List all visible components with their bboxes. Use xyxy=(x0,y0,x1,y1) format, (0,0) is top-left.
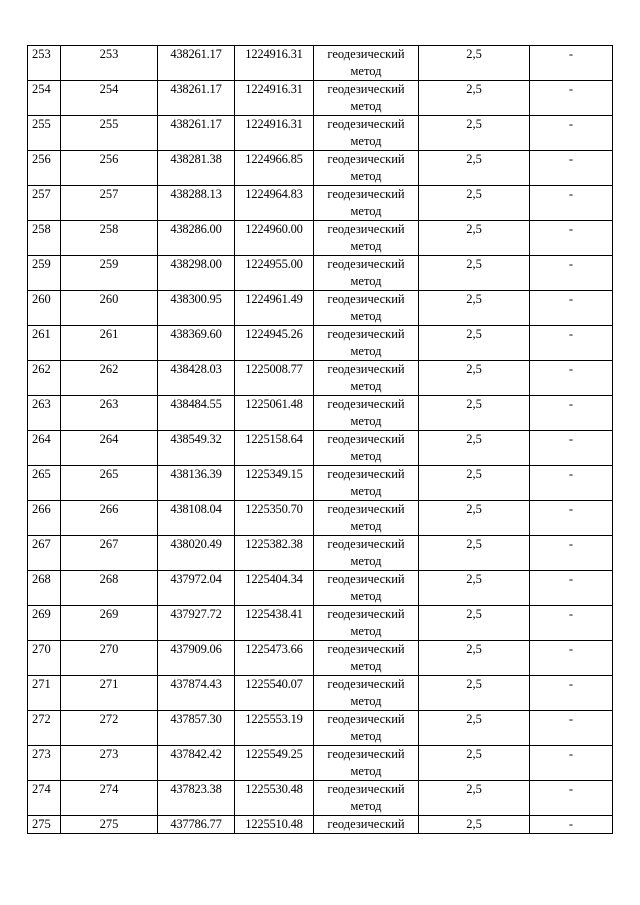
method-cell: геодезический метод xyxy=(314,711,419,746)
y-coordinate-cell: 1225438.41 xyxy=(235,606,314,641)
point-number-cell: 255 xyxy=(61,116,158,151)
y-coordinate-cell: 1225382.38 xyxy=(235,536,314,571)
note-cell: - xyxy=(530,431,613,466)
table-row xyxy=(28,81,613,116)
note-cell: - xyxy=(530,641,613,676)
method-cell: геодезический метод xyxy=(314,536,419,571)
accuracy-cell: 2,5 xyxy=(419,711,530,746)
table-row xyxy=(28,256,613,291)
row-number-cell: 265 xyxy=(28,466,61,501)
accuracy-cell: 2,5 xyxy=(419,571,530,606)
accuracy-cell: 2,5 xyxy=(419,116,530,151)
y-coordinate-cell: 1225473.66 xyxy=(235,641,314,676)
method-cell: геодезический xyxy=(314,816,419,834)
accuracy-cell: 2,5 xyxy=(419,431,530,466)
table-row xyxy=(28,221,613,256)
point-number-cell: 262 xyxy=(61,361,158,396)
row-number-cell: 273 xyxy=(28,746,61,781)
row-number-cell: 257 xyxy=(28,186,61,221)
row-number-cell: 262 xyxy=(28,361,61,396)
method-cell: геодезический метод xyxy=(314,256,419,291)
point-number-cell: 268 xyxy=(61,571,158,606)
note-cell: - xyxy=(530,781,613,816)
x-coordinate-cell: 437857.30 xyxy=(158,711,235,746)
note-cell: - xyxy=(530,186,613,221)
accuracy-cell: 2,5 xyxy=(419,676,530,711)
y-coordinate-cell: 1224960.00 xyxy=(235,221,314,256)
point-number-cell: 272 xyxy=(61,711,158,746)
point-number-cell: 270 xyxy=(61,641,158,676)
row-number-cell: 271 xyxy=(28,676,61,711)
note-cell: - xyxy=(530,151,613,186)
accuracy-cell: 2,5 xyxy=(419,641,530,676)
note-cell: - xyxy=(530,46,613,81)
table-row xyxy=(28,746,613,781)
accuracy-cell: 2,5 xyxy=(419,46,530,81)
note-cell: - xyxy=(530,116,613,151)
point-number-cell: 264 xyxy=(61,431,158,466)
accuracy-cell: 2,5 xyxy=(419,221,530,256)
row-number-cell: 264 xyxy=(28,431,61,466)
accuracy-cell: 2,5 xyxy=(419,746,530,781)
method-cell: геодезический метод xyxy=(314,221,419,256)
y-coordinate-cell: 1224916.31 xyxy=(235,46,314,81)
accuracy-cell: 2,5 xyxy=(419,151,530,186)
x-coordinate-cell: 438286.00 xyxy=(158,221,235,256)
y-coordinate-cell: 1225510.48 xyxy=(235,816,314,834)
x-coordinate-cell: 437823.38 xyxy=(158,781,235,816)
method-cell: геодезический метод xyxy=(314,746,419,781)
x-coordinate-cell: 438261.17 xyxy=(158,81,235,116)
row-number-cell: 254 xyxy=(28,81,61,116)
method-cell: геодезический метод xyxy=(314,151,419,186)
note-cell: - xyxy=(530,361,613,396)
y-coordinate-cell: 1224955.00 xyxy=(235,256,314,291)
row-number-cell: 258 xyxy=(28,221,61,256)
accuracy-cell: 2,5 xyxy=(419,501,530,536)
method-cell: геодезический метод xyxy=(314,291,419,326)
coordinates-table xyxy=(27,45,613,834)
table-row xyxy=(28,536,613,571)
table-row xyxy=(28,606,613,641)
point-number-cell: 273 xyxy=(61,746,158,781)
table-row xyxy=(28,641,613,676)
point-number-cell: 258 xyxy=(61,221,158,256)
note-cell: - xyxy=(530,291,613,326)
y-coordinate-cell: 1224961.49 xyxy=(235,291,314,326)
note-cell: - xyxy=(530,606,613,641)
row-number-cell: 269 xyxy=(28,606,61,641)
table-row xyxy=(28,816,613,834)
x-coordinate-cell: 438288.13 xyxy=(158,186,235,221)
y-coordinate-cell: 1224916.31 xyxy=(235,116,314,151)
method-cell: геодезический метод xyxy=(314,396,419,431)
method-cell: геодезический метод xyxy=(314,361,419,396)
x-coordinate-cell: 438428.03 xyxy=(158,361,235,396)
accuracy-cell: 2,5 xyxy=(419,466,530,501)
accuracy-cell: 2,5 xyxy=(419,291,530,326)
point-number-cell: 266 xyxy=(61,501,158,536)
point-number-cell: 253 xyxy=(61,46,158,81)
accuracy-cell: 2,5 xyxy=(419,816,530,834)
y-coordinate-cell: 1225404.34 xyxy=(235,571,314,606)
point-number-cell: 257 xyxy=(61,186,158,221)
row-number-cell: 255 xyxy=(28,116,61,151)
row-number-cell: 270 xyxy=(28,641,61,676)
table-row xyxy=(28,116,613,151)
method-cell: геодезический метод xyxy=(314,431,419,466)
table-row xyxy=(28,186,613,221)
y-coordinate-cell: 1224964.83 xyxy=(235,186,314,221)
row-number-cell: 267 xyxy=(28,536,61,571)
x-coordinate-cell: 438136.39 xyxy=(158,466,235,501)
accuracy-cell: 2,5 xyxy=(419,81,530,116)
x-coordinate-cell: 438108.04 xyxy=(158,501,235,536)
point-number-cell: 259 xyxy=(61,256,158,291)
table-row xyxy=(28,501,613,536)
note-cell: - xyxy=(530,256,613,291)
method-cell: геодезический метод xyxy=(314,571,419,606)
table-row xyxy=(28,466,613,501)
y-coordinate-cell: 1225349.15 xyxy=(235,466,314,501)
y-coordinate-cell: 1225061.48 xyxy=(235,396,314,431)
method-cell: геодезический метод xyxy=(314,641,419,676)
row-number-cell: 260 xyxy=(28,291,61,326)
point-number-cell: 265 xyxy=(61,466,158,501)
method-cell: геодезический метод xyxy=(314,186,419,221)
note-cell: - xyxy=(530,466,613,501)
point-number-cell: 271 xyxy=(61,676,158,711)
note-cell: - xyxy=(530,396,613,431)
method-cell: геодезический метод xyxy=(314,116,419,151)
row-number-cell: 272 xyxy=(28,711,61,746)
row-number-cell: 268 xyxy=(28,571,61,606)
y-coordinate-cell: 1225158.64 xyxy=(235,431,314,466)
x-coordinate-cell: 438261.17 xyxy=(158,46,235,81)
table-row xyxy=(28,361,613,396)
table-row xyxy=(28,291,613,326)
accuracy-cell: 2,5 xyxy=(419,186,530,221)
point-number-cell: 261 xyxy=(61,326,158,361)
accuracy-cell: 2,5 xyxy=(419,396,530,431)
point-number-cell: 267 xyxy=(61,536,158,571)
method-cell: геодезический метод xyxy=(314,501,419,536)
accuracy-cell: 2,5 xyxy=(419,781,530,816)
table-row xyxy=(28,396,613,431)
x-coordinate-cell: 438020.49 xyxy=(158,536,235,571)
x-coordinate-cell: 437927.72 xyxy=(158,606,235,641)
point-number-cell: 263 xyxy=(61,396,158,431)
row-number-cell: 256 xyxy=(28,151,61,186)
method-cell: геодезический метод xyxy=(314,781,419,816)
accuracy-cell: 2,5 xyxy=(419,606,530,641)
accuracy-cell: 2,5 xyxy=(419,536,530,571)
y-coordinate-cell: 1225530.48 xyxy=(235,781,314,816)
note-cell: - xyxy=(530,221,613,256)
point-number-cell: 274 xyxy=(61,781,158,816)
row-number-cell: 266 xyxy=(28,501,61,536)
note-cell: - xyxy=(530,536,613,571)
table-row xyxy=(28,711,613,746)
point-number-cell: 260 xyxy=(61,291,158,326)
point-number-cell: 275 xyxy=(61,816,158,834)
row-number-cell: 261 xyxy=(28,326,61,361)
row-number-cell: 274 xyxy=(28,781,61,816)
x-coordinate-cell: 438298.00 xyxy=(158,256,235,291)
row-number-cell: 275 xyxy=(28,816,61,834)
table-row xyxy=(28,781,613,816)
y-coordinate-cell: 1225553.19 xyxy=(235,711,314,746)
y-coordinate-cell: 1224916.31 xyxy=(235,81,314,116)
y-coordinate-cell: 1224945.26 xyxy=(235,326,314,361)
method-cell: геодезический метод xyxy=(314,81,419,116)
note-cell: - xyxy=(530,746,613,781)
table-row xyxy=(28,571,613,606)
x-coordinate-cell: 438261.17 xyxy=(158,116,235,151)
note-cell: - xyxy=(530,326,613,361)
point-number-cell: 269 xyxy=(61,606,158,641)
method-cell: геодезический метод xyxy=(314,46,419,81)
table-row xyxy=(28,151,613,186)
note-cell: - xyxy=(530,676,613,711)
method-cell: геодезический метод xyxy=(314,326,419,361)
note-cell: - xyxy=(530,816,613,834)
y-coordinate-cell: 1224966.85 xyxy=(235,151,314,186)
point-number-cell: 256 xyxy=(61,151,158,186)
note-cell: - xyxy=(530,711,613,746)
y-coordinate-cell: 1225008.77 xyxy=(235,361,314,396)
table-row xyxy=(28,676,613,711)
x-coordinate-cell: 438549.32 xyxy=(158,431,235,466)
method-cell: геодезический метод xyxy=(314,676,419,711)
x-coordinate-cell: 438281.38 xyxy=(158,151,235,186)
y-coordinate-cell: 1225350.70 xyxy=(235,501,314,536)
accuracy-cell: 2,5 xyxy=(419,361,530,396)
note-cell: - xyxy=(530,81,613,116)
row-number-cell: 259 xyxy=(28,256,61,291)
row-number-cell: 263 xyxy=(28,396,61,431)
x-coordinate-cell: 438369.60 xyxy=(158,326,235,361)
table-row xyxy=(28,431,613,466)
note-cell: - xyxy=(530,571,613,606)
x-coordinate-cell: 437972.04 xyxy=(158,571,235,606)
table-row xyxy=(28,46,613,81)
note-cell: - xyxy=(530,501,613,536)
x-coordinate-cell: 438300.95 xyxy=(158,291,235,326)
x-coordinate-cell: 437786.77 xyxy=(158,816,235,834)
x-coordinate-cell: 437842.42 xyxy=(158,746,235,781)
row-number-cell: 253 xyxy=(28,46,61,81)
x-coordinate-cell: 437874.43 xyxy=(158,676,235,711)
table-row xyxy=(28,326,613,361)
table-body xyxy=(28,46,613,834)
accuracy-cell: 2,5 xyxy=(419,256,530,291)
point-number-cell: 254 xyxy=(61,81,158,116)
method-cell: геодезический метод xyxy=(314,466,419,501)
x-coordinate-cell: 438484.55 xyxy=(158,396,235,431)
accuracy-cell: 2,5 xyxy=(419,326,530,361)
method-cell: геодезический метод xyxy=(314,606,419,641)
y-coordinate-cell: 1225549.25 xyxy=(235,746,314,781)
x-coordinate-cell: 437909.06 xyxy=(158,641,235,676)
y-coordinate-cell: 1225540.07 xyxy=(235,676,314,711)
